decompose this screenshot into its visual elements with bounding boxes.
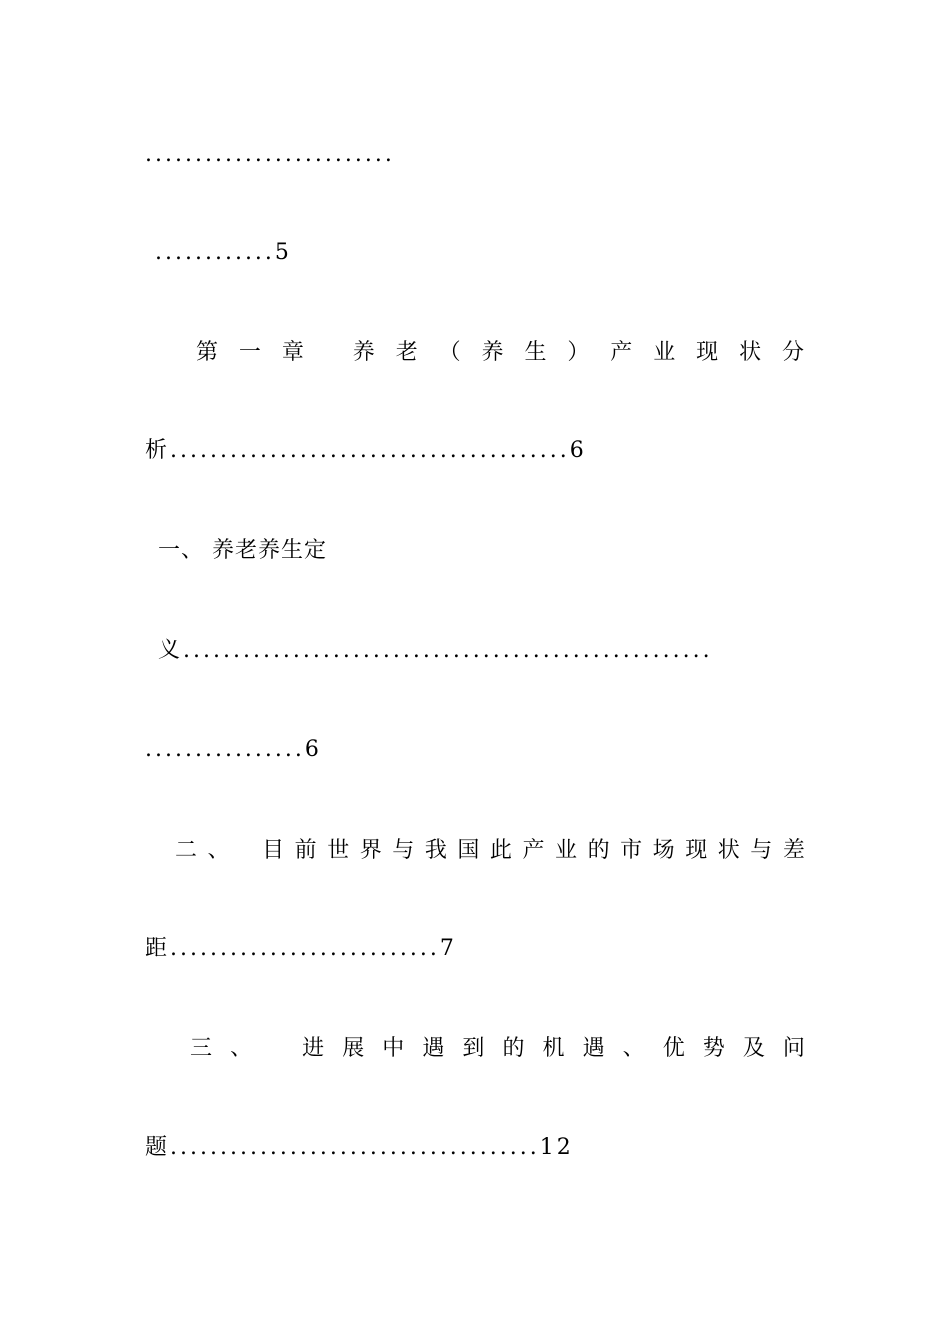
toc-char: 业 (653, 340, 676, 365)
toc-item-1-page: ................6 (145, 737, 322, 762)
toc-char: 一 (238, 340, 261, 365)
toc-char: 到 (462, 1036, 485, 1061)
toc-char: 世 (327, 838, 350, 863)
toc-char: 遇 (582, 1036, 605, 1061)
toc-item-1-title[interactable]: 一、 养老养生定 (158, 538, 327, 563)
toc-char: 进 (302, 1036, 325, 1061)
toc-char: 前 (294, 838, 317, 863)
toc-char: 机 (542, 1036, 565, 1061)
toc-char: 三 (190, 1036, 213, 1061)
toc-char: 状 (717, 838, 740, 863)
toc-char: 、 (230, 1036, 253, 1061)
toc-chapter-1-title (196, 338, 804, 368)
toc-char: 与 (392, 838, 415, 863)
toc-char: 此 (489, 838, 512, 863)
toc-char: 、 (622, 1036, 645, 1061)
toc-char: 老 (395, 340, 418, 365)
toc-char: 中 (382, 1036, 405, 1061)
toc-char: 的 (502, 1036, 525, 1061)
toc-char: 市 (620, 838, 643, 863)
toc-char: 章 (281, 340, 304, 365)
toc-char: 产 (610, 340, 633, 365)
toc-char: 界 (359, 838, 382, 863)
toc-char: 业 (555, 838, 578, 863)
toc-char: 势 (702, 1036, 725, 1061)
toc-char: 国 (457, 838, 480, 863)
toc-leader-line-1: ......................... (145, 142, 395, 167)
toc-leader-line-2: ............5 (155, 240, 292, 265)
toc-char: 、 (207, 838, 230, 863)
toc-char: ） (567, 340, 590, 365)
toc-item-2-title[interactable] (175, 836, 805, 866)
toc-char: 问 (782, 1036, 805, 1061)
toc-char: 与 (750, 838, 773, 863)
toc-char: 的 (587, 838, 610, 863)
toc-char: 生 (524, 340, 547, 365)
toc-char: 现 (685, 838, 708, 863)
toc-char: 优 (662, 1036, 685, 1061)
toc-char: 目 (262, 838, 285, 863)
toc-char: 展 (342, 1036, 365, 1061)
toc-char: 分 (781, 340, 804, 365)
toc-item-3-title[interactable] (190, 1034, 805, 1064)
toc-char: 产 (522, 838, 545, 863)
toc-char: 状 (739, 340, 762, 365)
toc-char: 二 (175, 838, 198, 863)
toc-char: 及 (742, 1036, 765, 1061)
toc-char: 养 (481, 340, 504, 365)
toc-char: 场 (652, 838, 675, 863)
toc-char: 现 (696, 340, 719, 365)
toc-item-2-page: 距...........................7 (145, 936, 457, 961)
toc-chapter-1-page[interactable]: 析........................................6 (145, 438, 587, 463)
toc-char: 我 (424, 838, 447, 863)
toc-char: 养 (352, 340, 375, 365)
toc-char: 差 (782, 838, 805, 863)
toc-item-3-page: 题.....................................12 (145, 1135, 574, 1160)
toc-char: （ (438, 340, 461, 365)
toc-char: 第 (196, 340, 219, 365)
toc-item-1-leader: 义..................................................... (158, 638, 713, 663)
toc-char: 遇 (422, 1036, 445, 1061)
